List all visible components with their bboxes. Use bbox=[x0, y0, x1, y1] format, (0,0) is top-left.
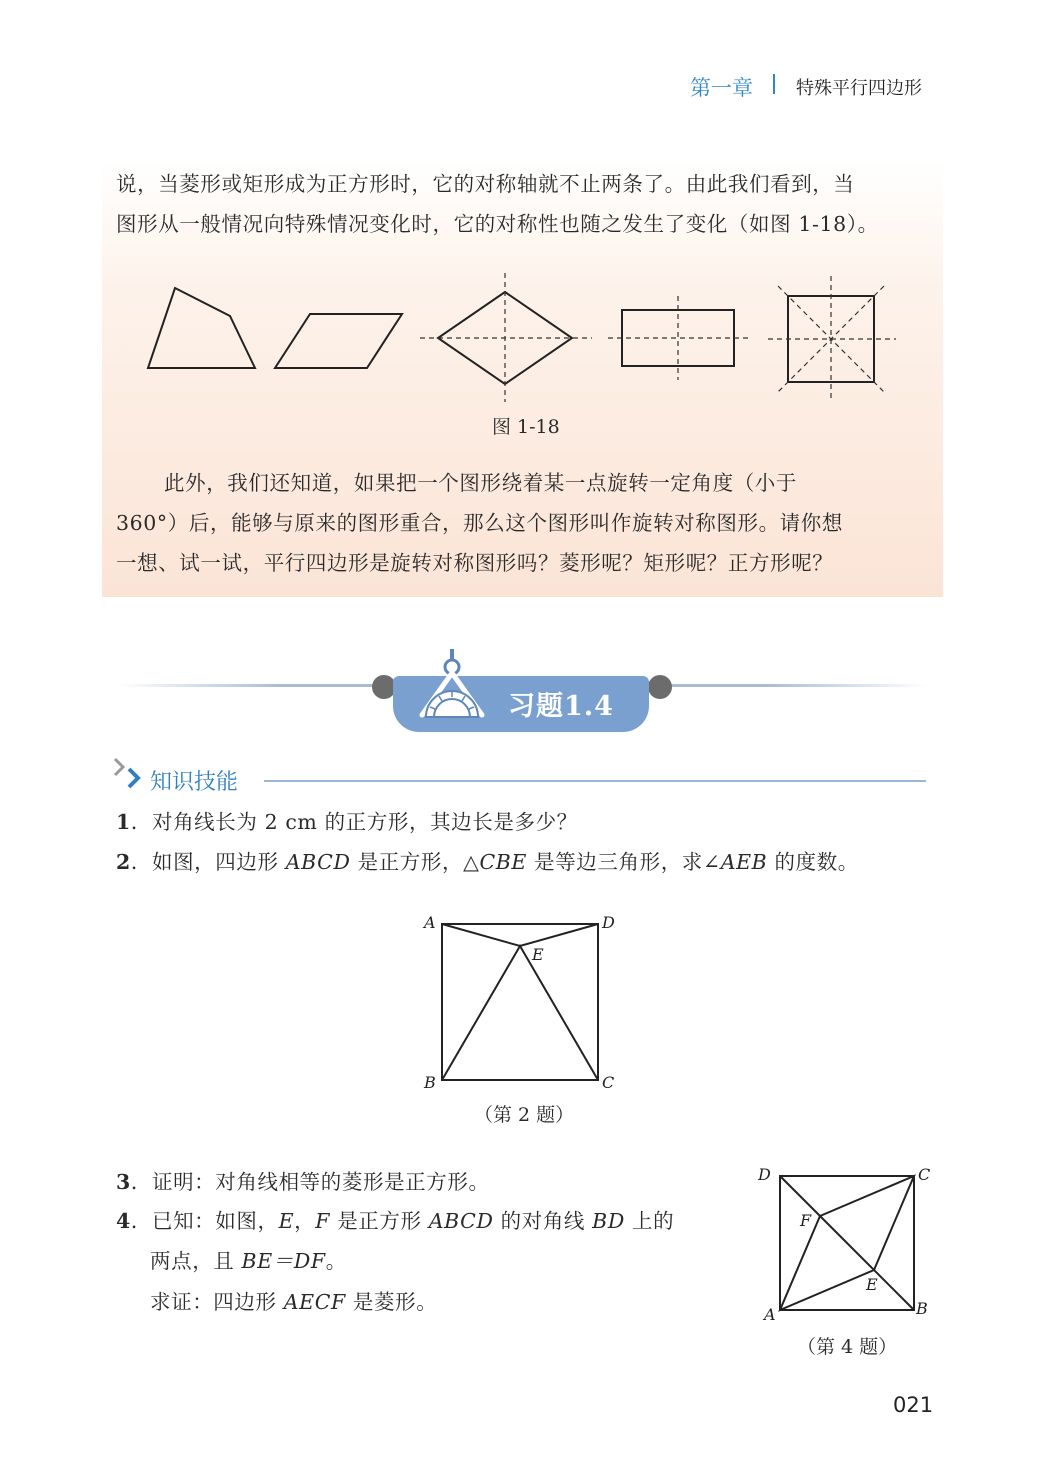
point-label-a: A bbox=[764, 1305, 776, 1324]
question-1 bbox=[116, 802, 578, 842]
reading-paragraph-1 bbox=[116, 164, 879, 244]
point-label-e: E bbox=[532, 945, 544, 964]
figure-question-2 bbox=[410, 906, 630, 1096]
segment-b-e-c bbox=[442, 946, 598, 1080]
question-text: 两点，且 bbox=[150, 1249, 242, 1273]
math-expr: BE＝DF bbox=[241, 1249, 326, 1273]
question-text: ．如图，四边形 bbox=[130, 850, 286, 874]
point-label-c: C bbox=[918, 1165, 931, 1184]
compass-protractor-icon bbox=[412, 647, 492, 727]
question-3 bbox=[116, 1162, 490, 1202]
segment-a-e-d bbox=[442, 924, 598, 946]
question-text: 上的 bbox=[624, 1209, 675, 1233]
point-label-f: F bbox=[800, 1211, 812, 1230]
chevron-right-icon bbox=[112, 756, 146, 790]
shape-parallelogram bbox=[275, 314, 402, 368]
question-text: 。 bbox=[325, 1249, 347, 1273]
point-label-d: D bbox=[602, 913, 615, 932]
point-label-c: C bbox=[602, 1073, 615, 1092]
math-var: ABCD bbox=[285, 850, 351, 874]
question-number: 4 bbox=[116, 1209, 131, 1233]
question-text: 是正方形，△ bbox=[350, 850, 480, 874]
question-text: ．对角线长为 2 cm 的正方形，其边长是多少？ bbox=[130, 810, 578, 834]
figure-caption: （第 4 题） bbox=[797, 1336, 898, 1358]
point-label-b: B bbox=[424, 1073, 436, 1092]
question-number: 1 bbox=[116, 810, 131, 834]
question-number: 3 bbox=[116, 1170, 131, 1194]
question-text: 求证：四边形 bbox=[150, 1290, 284, 1314]
question-4-line-3 bbox=[150, 1282, 437, 1322]
question-text: ， bbox=[294, 1209, 316, 1233]
figure-caption: 图 1-18 bbox=[492, 416, 560, 438]
question-text: 是正方形 bbox=[330, 1209, 429, 1233]
question-4 bbox=[116, 1201, 674, 1241]
question-text: ．已知：如图， bbox=[130, 1209, 279, 1233]
point-label-b: B bbox=[916, 1299, 928, 1318]
question-text: 的度数。 bbox=[767, 850, 859, 874]
chapter-title: 特殊平行四边形 bbox=[796, 78, 922, 99]
figure-question-4 bbox=[750, 1158, 950, 1328]
math-var: E bbox=[278, 1209, 295, 1233]
point-label-d: D bbox=[758, 1165, 771, 1184]
chapter-label: 第一章 bbox=[690, 76, 753, 100]
reading-line: 说，当菱形或矩形成为正方形时，它的对称轴就不止两条了。由此我们看到，当 bbox=[116, 172, 855, 196]
point-label-e: E bbox=[866, 1275, 878, 1294]
diagonal-db bbox=[780, 1176, 914, 1310]
math-var: F bbox=[315, 1209, 331, 1233]
page-number: 021 bbox=[893, 1393, 934, 1417]
question-2 bbox=[116, 842, 859, 882]
reading-line: 图形从一般情况向特殊情况变化时，它的对称性也随之发生了变化（如图 1-18）。 bbox=[116, 212, 879, 236]
figure-caption: （第 2 题） bbox=[474, 1104, 575, 1126]
math-var: ABCD bbox=[428, 1209, 494, 1233]
figure-1-18 bbox=[130, 268, 910, 403]
math-var: AEB bbox=[720, 850, 768, 874]
math-var: BD bbox=[592, 1209, 625, 1233]
math-var: AECF bbox=[283, 1290, 346, 1314]
section-label: 知识技能 bbox=[150, 770, 239, 795]
section-rule bbox=[264, 780, 926, 782]
point-label-a: A bbox=[424, 913, 436, 932]
exercise-title: 习题1.4 bbox=[508, 691, 614, 722]
reading-line: 此外，我们还知道，如果把一个图形绕着某一点旋转一定角度（小于 bbox=[164, 471, 797, 495]
shape-quadrilateral bbox=[148, 288, 255, 368]
reading-line: 一想、试一试，平行四边形是旋转对称图形吗？菱形呢？矩形呢？正方形呢？ bbox=[116, 551, 834, 575]
question-4-line-2 bbox=[150, 1241, 347, 1281]
reading-paragraph-2 bbox=[116, 463, 843, 583]
banner-knob-right bbox=[648, 675, 672, 699]
header-separator bbox=[773, 74, 775, 94]
reading-line: 360°）后，能够与原来的图形重合，那么这个图形叫作旋转对称图形。请你想 bbox=[116, 511, 843, 535]
question-text: 是等边三角形，求∠ bbox=[526, 850, 721, 874]
question-text: 的对角线 bbox=[493, 1209, 593, 1233]
question-text: ．证明：对角线相等的菱形是正方形。 bbox=[130, 1170, 490, 1194]
question-text: 是菱形。 bbox=[345, 1290, 438, 1314]
question-number: 2 bbox=[116, 850, 131, 874]
math-var: CBE bbox=[479, 850, 527, 874]
